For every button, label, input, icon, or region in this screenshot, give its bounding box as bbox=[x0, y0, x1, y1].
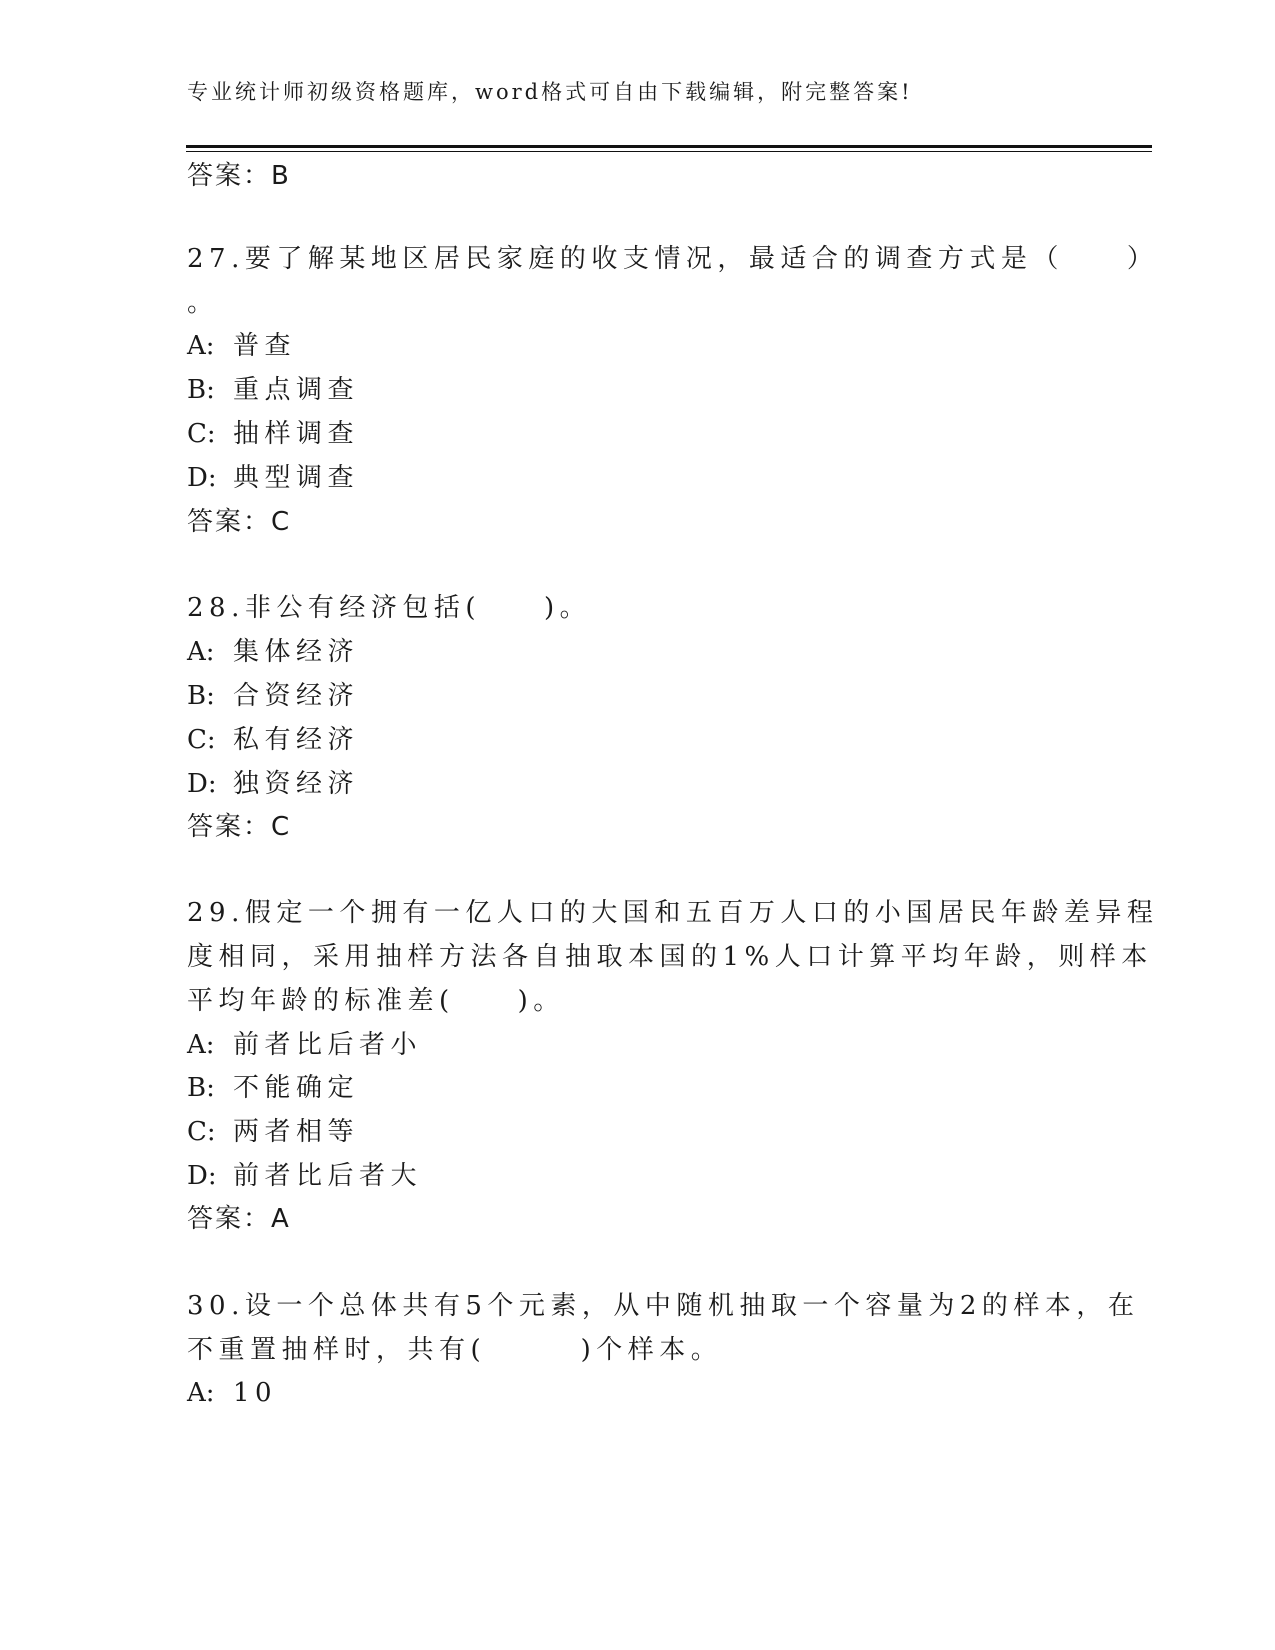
answer-line: 答案：A bbox=[187, 1204, 291, 1234]
answer-line: 答案：C bbox=[187, 812, 292, 842]
option-text: 两者相等 bbox=[233, 1117, 360, 1147]
option-a bbox=[187, 330, 296, 362]
option-letter: C: bbox=[187, 725, 216, 755]
option-letter: B: bbox=[187, 1073, 215, 1103]
option-letter: C: bbox=[187, 419, 216, 449]
option-a bbox=[187, 1029, 422, 1061]
option-text: 独资经济 bbox=[233, 769, 360, 799]
question-stem: 30.设一个总体共有5个元素，从中随机抽取一个容量为2的样本，在 bbox=[187, 1291, 1140, 1321]
option-d bbox=[187, 1160, 422, 1192]
option-letter: A: bbox=[187, 331, 215, 361]
answer-line: 答案：B bbox=[187, 161, 291, 191]
option-c bbox=[187, 1116, 359, 1148]
answer-line: 答案：C bbox=[187, 507, 292, 537]
option-text: 不能确定 bbox=[233, 1073, 360, 1103]
option-text: 典型调查 bbox=[233, 463, 360, 493]
option-letter: D: bbox=[187, 1161, 217, 1191]
header-rule-thin bbox=[186, 151, 1152, 152]
option-b bbox=[187, 680, 359, 712]
option-text: 私有经济 bbox=[233, 725, 360, 755]
option-d bbox=[187, 768, 359, 800]
question-stem: 29.假定一个拥有一亿人口的大国和五百万人口的小国居民年龄差异程 bbox=[187, 898, 1159, 928]
option-letter: A: bbox=[187, 1030, 215, 1060]
option-text: 前者比后者小 bbox=[233, 1030, 423, 1060]
option-b bbox=[187, 1072, 359, 1104]
question-stem: 不重置抽样时，共有( )个样本。 bbox=[187, 1335, 723, 1365]
page-header: 专业统计师初级资格题库，word格式可自由下载编辑，附完整答案! bbox=[187, 80, 913, 104]
question-stem: 平均年龄的标准差( )。 bbox=[187, 986, 565, 1016]
question-stem: 。 bbox=[187, 288, 219, 318]
question-stem: 27.要了解某地区居民家庭的收支情况，最适合的调查方式是（ ） bbox=[187, 244, 1159, 274]
option-letter: B: bbox=[187, 375, 215, 405]
option-letter: B: bbox=[187, 681, 215, 711]
option-letter: A: bbox=[187, 637, 215, 667]
option-text: 合资经济 bbox=[233, 681, 360, 711]
option-d bbox=[187, 462, 359, 494]
option-c bbox=[187, 418, 359, 450]
header-rule bbox=[186, 145, 1152, 148]
option-a bbox=[187, 636, 359, 668]
option-text: 前者比后者大 bbox=[233, 1161, 423, 1191]
option-b bbox=[187, 374, 359, 406]
question-stem: 28.非公有经济包括( )。 bbox=[187, 593, 592, 623]
option-letter: D: bbox=[187, 769, 217, 799]
question-stem: 度相同，采用抽样方法各自抽取本国的1%人口计算平均年龄，则样本 bbox=[187, 942, 1153, 972]
option-letter: D: bbox=[187, 463, 217, 493]
option-letter: A: bbox=[187, 1378, 215, 1408]
option-a bbox=[187, 1377, 277, 1409]
option-text: 重点调查 bbox=[233, 375, 360, 405]
option-c bbox=[187, 724, 359, 756]
option-text: 10 bbox=[233, 1378, 278, 1408]
option-text: 抽样调查 bbox=[233, 419, 360, 449]
option-letter: C: bbox=[187, 1117, 216, 1147]
option-text: 普查 bbox=[233, 331, 297, 361]
option-text: 集体经济 bbox=[233, 637, 360, 667]
